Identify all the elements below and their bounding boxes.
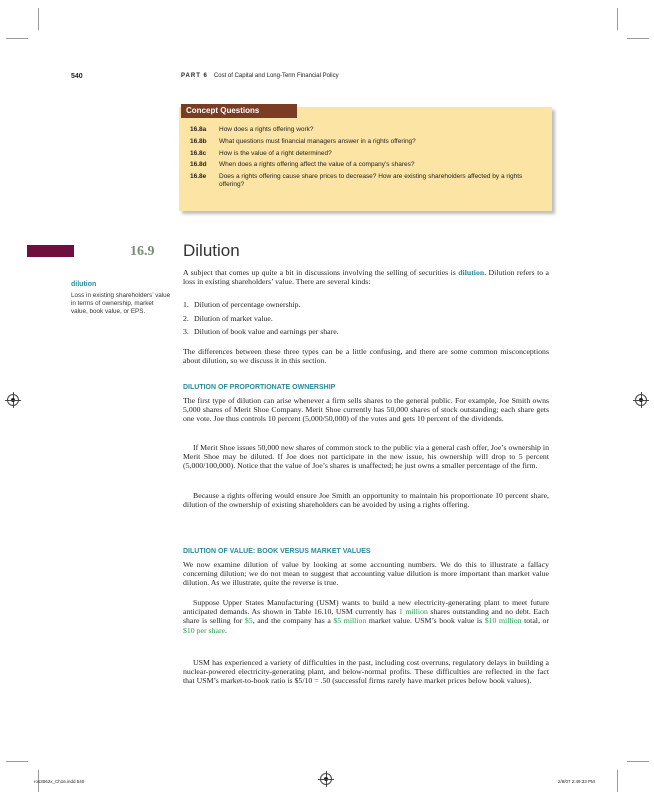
intro-text: A subject that comes up quite a bit in discussions involving the selling of securities is (183, 268, 459, 277)
crop-mark (617, 8, 618, 30)
footer-date: 2/8/07 2:49:33 PM (558, 779, 595, 784)
list-item (183, 325, 339, 339)
text-run: . (225, 625, 227, 635)
crop-mark (6, 38, 28, 39)
concept-question (190, 173, 545, 189)
item-text: Dilution of market value. (194, 313, 273, 323)
question-number: 16.8e (190, 173, 207, 181)
body-paragraph: The differences between these three types can be a little confusing, and there are some common misconceptions about dilution, so we discuss it in this section. (183, 347, 549, 366)
item-number: 3. (183, 327, 189, 336)
highlight-value: $10 million (484, 616, 522, 626)
registration-mark-icon (7, 394, 19, 406)
item-number: 2. (183, 313, 189, 323)
margin-definition: Loss in existing shareholders’ value in terms of ownership, market value, book value, or EPS. (71, 292, 171, 315)
concept-question (190, 161, 545, 169)
section-marker-bar (27, 245, 74, 257)
crop-mark (627, 38, 649, 39)
part-label: PART 6 (181, 73, 208, 79)
item-text: Dilution of book value and earnings per share. (194, 327, 339, 336)
key-term: dilution (458, 268, 485, 277)
section-number: 16.9 (130, 244, 155, 259)
list-item (183, 298, 339, 312)
body-paragraph: The first type of dilution can arise whenever a firm sells shares to the general public. For example, Joe Smith owns 5,000 shares of Merit Shoe Company. Merit Shoe currently has 50,000 shares of stock outstanding; each share gets one vote. Joe thus controls 10 percent (5,000/50,000) of the votes and gets 10 percent of the dividends. (183, 396, 549, 424)
question-text: Does a rights offering cause share prices to decrease? How are existing shareholders affected by a rights offering? (219, 173, 523, 188)
intro-paragraph (183, 268, 549, 286)
page-number: 540 (71, 73, 83, 80)
question-text: How does a rights offering work? (219, 126, 314, 133)
highlight-value: $5 (244, 616, 253, 626)
text-run: market value. USM’s book value is (366, 616, 485, 626)
question-text: How is the value of a right determined? (219, 149, 332, 157)
dilution-kinds-list (183, 298, 339, 339)
subsection-heading: DILUTION OF VALUE: BOOK VERSUS MARKET VALUES (183, 548, 371, 555)
body-paragraph: USM has experienced a variety of difficulties in the past, including cost overruns, regulatory delays in building a nuclear-powered electricity-generating plant, and below-normal profits. These difficulties are reflected in the fact that USM’s market-to-book ratio is $5/10 = .50 (successful firms rarely have market prices below book values). (183, 658, 549, 686)
item-number: 1. (183, 300, 189, 309)
question-text: What questions must financial managers answer in a rights offering? (219, 137, 416, 145)
crop-mark (38, 8, 39, 30)
item-text: Dilution of percentage ownership. (194, 300, 301, 309)
body-paragraph: We now examine dilution of value by looking at some accounting numbers. We do this to illustrate a fallacy concerning dilution; we do not mean to suggest that accounting value dilution is more important than market value dilution. As we illustrate, quite the reverse is true. (183, 560, 549, 588)
margin-term: dilution (71, 281, 97, 288)
question-number: 16.8c (190, 149, 207, 157)
crop-mark (627, 761, 649, 762)
text-run: shares outstanding and no debt. Each share is selling for (183, 607, 550, 626)
question-text: When does a rights offering affect the value of a company’s shares? (219, 161, 415, 169)
question-number: 16.8b (190, 137, 207, 145)
part-title: Cost of Capital and Long-Term Financial Policy (213, 73, 339, 79)
body-paragraph: If Merit Shoe issues 50,000 new shares of common stock to the public via a general cash offer, Joe’s ownership in Merit Shoe may be diluted. If Joe does not participate in the new issue, his ownership will drop to 5 percent (5,000/100,000). Notice that the value of Joe’s shares is unaffected; he just owns a smaller percentage of the firm. (183, 443, 549, 471)
intro-text: . Dilution refers to a loss in existing shareholders’ value. There are several kinds: (183, 268, 549, 287)
highlight-value: $5 million (333, 616, 367, 626)
concept-question (190, 138, 545, 146)
concept-questions-title: Concept Questions (181, 104, 297, 118)
footer-file-name: ros3062x_Ch16.indd 540 (34, 779, 85, 784)
list-item (183, 312, 339, 326)
subsection-heading: DILUTION OF PROPORTIONATE OWNERSHIP (183, 384, 336, 391)
crop-mark (617, 770, 618, 792)
body-paragraph (183, 598, 549, 635)
text-run: Suppose Upper States Manufacturing (USM) wants to build a new electricity-generating plant to meet future anticipated demands. As shown in Table 16.10, USM currently has (183, 598, 549, 617)
question-number: 16.8a (190, 126, 207, 133)
body-paragraph: Because a rights offering would ensure Joe Smith an opportunity to maintain his proportionate 10 percent share, dilution of the ownership of existing shareholders can be avoided by using a rights offering. (183, 491, 549, 510)
concept-question (190, 150, 545, 158)
crop-mark (6, 761, 28, 762)
highlight-value: 1 million (398, 607, 428, 617)
section-title: Dilution (183, 241, 240, 260)
question-number: 16.8d (190, 161, 207, 169)
text-run: , and the company has a (252, 616, 334, 626)
text-run: total, or (521, 616, 549, 626)
registration-mark-icon (635, 394, 647, 406)
registration-mark-icon (320, 773, 332, 785)
concept-questions-list (190, 126, 545, 193)
concept-question (190, 126, 545, 134)
running-head (181, 73, 339, 79)
highlight-value: $10 per share (183, 625, 225, 635)
